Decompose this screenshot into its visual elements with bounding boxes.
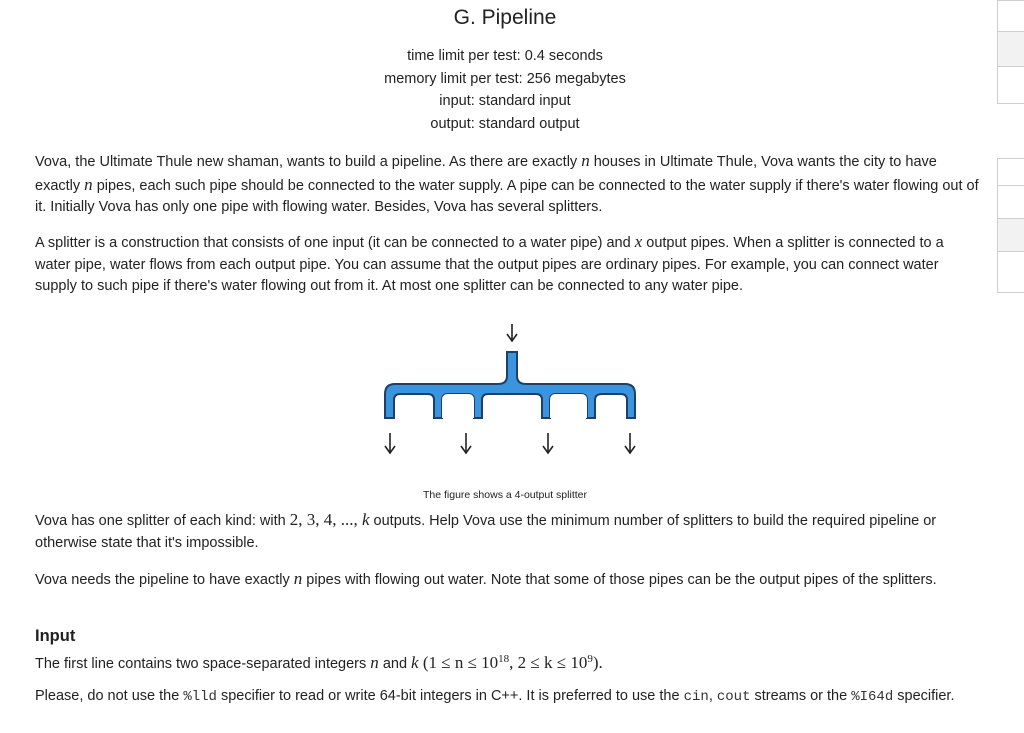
legend-paragraph-1: Vova, the Ultimate Thule new shaman, wants to build a pipeline. As there are exactly n houses in Ultimate Thule, Vova wants the city to have exactly n pipes, each such pipe should be connected to the water supply. A pipe can be connected to the water supply if there's water flowing out of it. Initially Vova has only one pipe with flowing water. Besides, Vova has several splitters. (35, 151, 979, 215)
sidebar-box-bottom (997, 158, 1024, 293)
problem-title: G. Pipeline (453, 6, 557, 29)
input-section-title: Input (35, 627, 76, 645)
sidebar-box-top (997, 0, 1024, 104)
math-x: x (634, 232, 643, 251)
legend-paragraph-3: Vova has one splitter of each kind: with 2, 3, 4, ..., k outputs. Help Vova use the minimum number of splitters to build the required pipeline or otherwise state that it's impossible. (35, 510, 937, 551)
math-n: n (293, 569, 303, 588)
math-n: n (84, 174, 93, 194)
output-arrows-icon (385, 433, 635, 453)
output-file: output: standard output (430, 115, 580, 132)
time-limit: time limit per test: 0.4 seconds (407, 48, 603, 64)
legend-paragraph-2: A splitter is a construction that consists of one input (it can be connected to a water pipe) and x output pipes. When a splitter is connected to a water pipe, water flows from each output pipe. You can assume that the output pipes are ordinary pipes. For example, you can connect water supply to such pipe if there's water flowing out from it. At most one splitter can be connected to any water pipe. (35, 232, 944, 294)
input-file: input: standard input (439, 93, 571, 109)
splitter-body-icon (385, 352, 635, 418)
legend-paragraph-4: Vova needs the pipeline to have exactly n pipes with flowing out water. Note that some of those pipes can be the output pipes of the splitters. (35, 569, 937, 588)
figure-caption: The figure shows a 4-output splitter (422, 489, 587, 501)
math-n: n (581, 151, 590, 170)
math-range: 2, 3, 4, ..., (289, 510, 362, 529)
input-note: Please, do not use the %lld specifier to read or write 64-bit integers in С++. It is preferred to use the cin, cout streams or the %I64d specifier. (35, 688, 955, 705)
math-k: k (361, 510, 370, 529)
input-arrow-icon (507, 324, 517, 341)
problem-limits (0, 45, 1010, 135)
memory-limit: memory limit per test: 256 megabytes (384, 70, 626, 87)
input-spec: The first line contains two space-separated integers n and k ($1 \le n \le 10^{18}$, $2 \le k \le 10^9$). (35, 652, 603, 672)
splitter-figure (370, 318, 650, 468)
